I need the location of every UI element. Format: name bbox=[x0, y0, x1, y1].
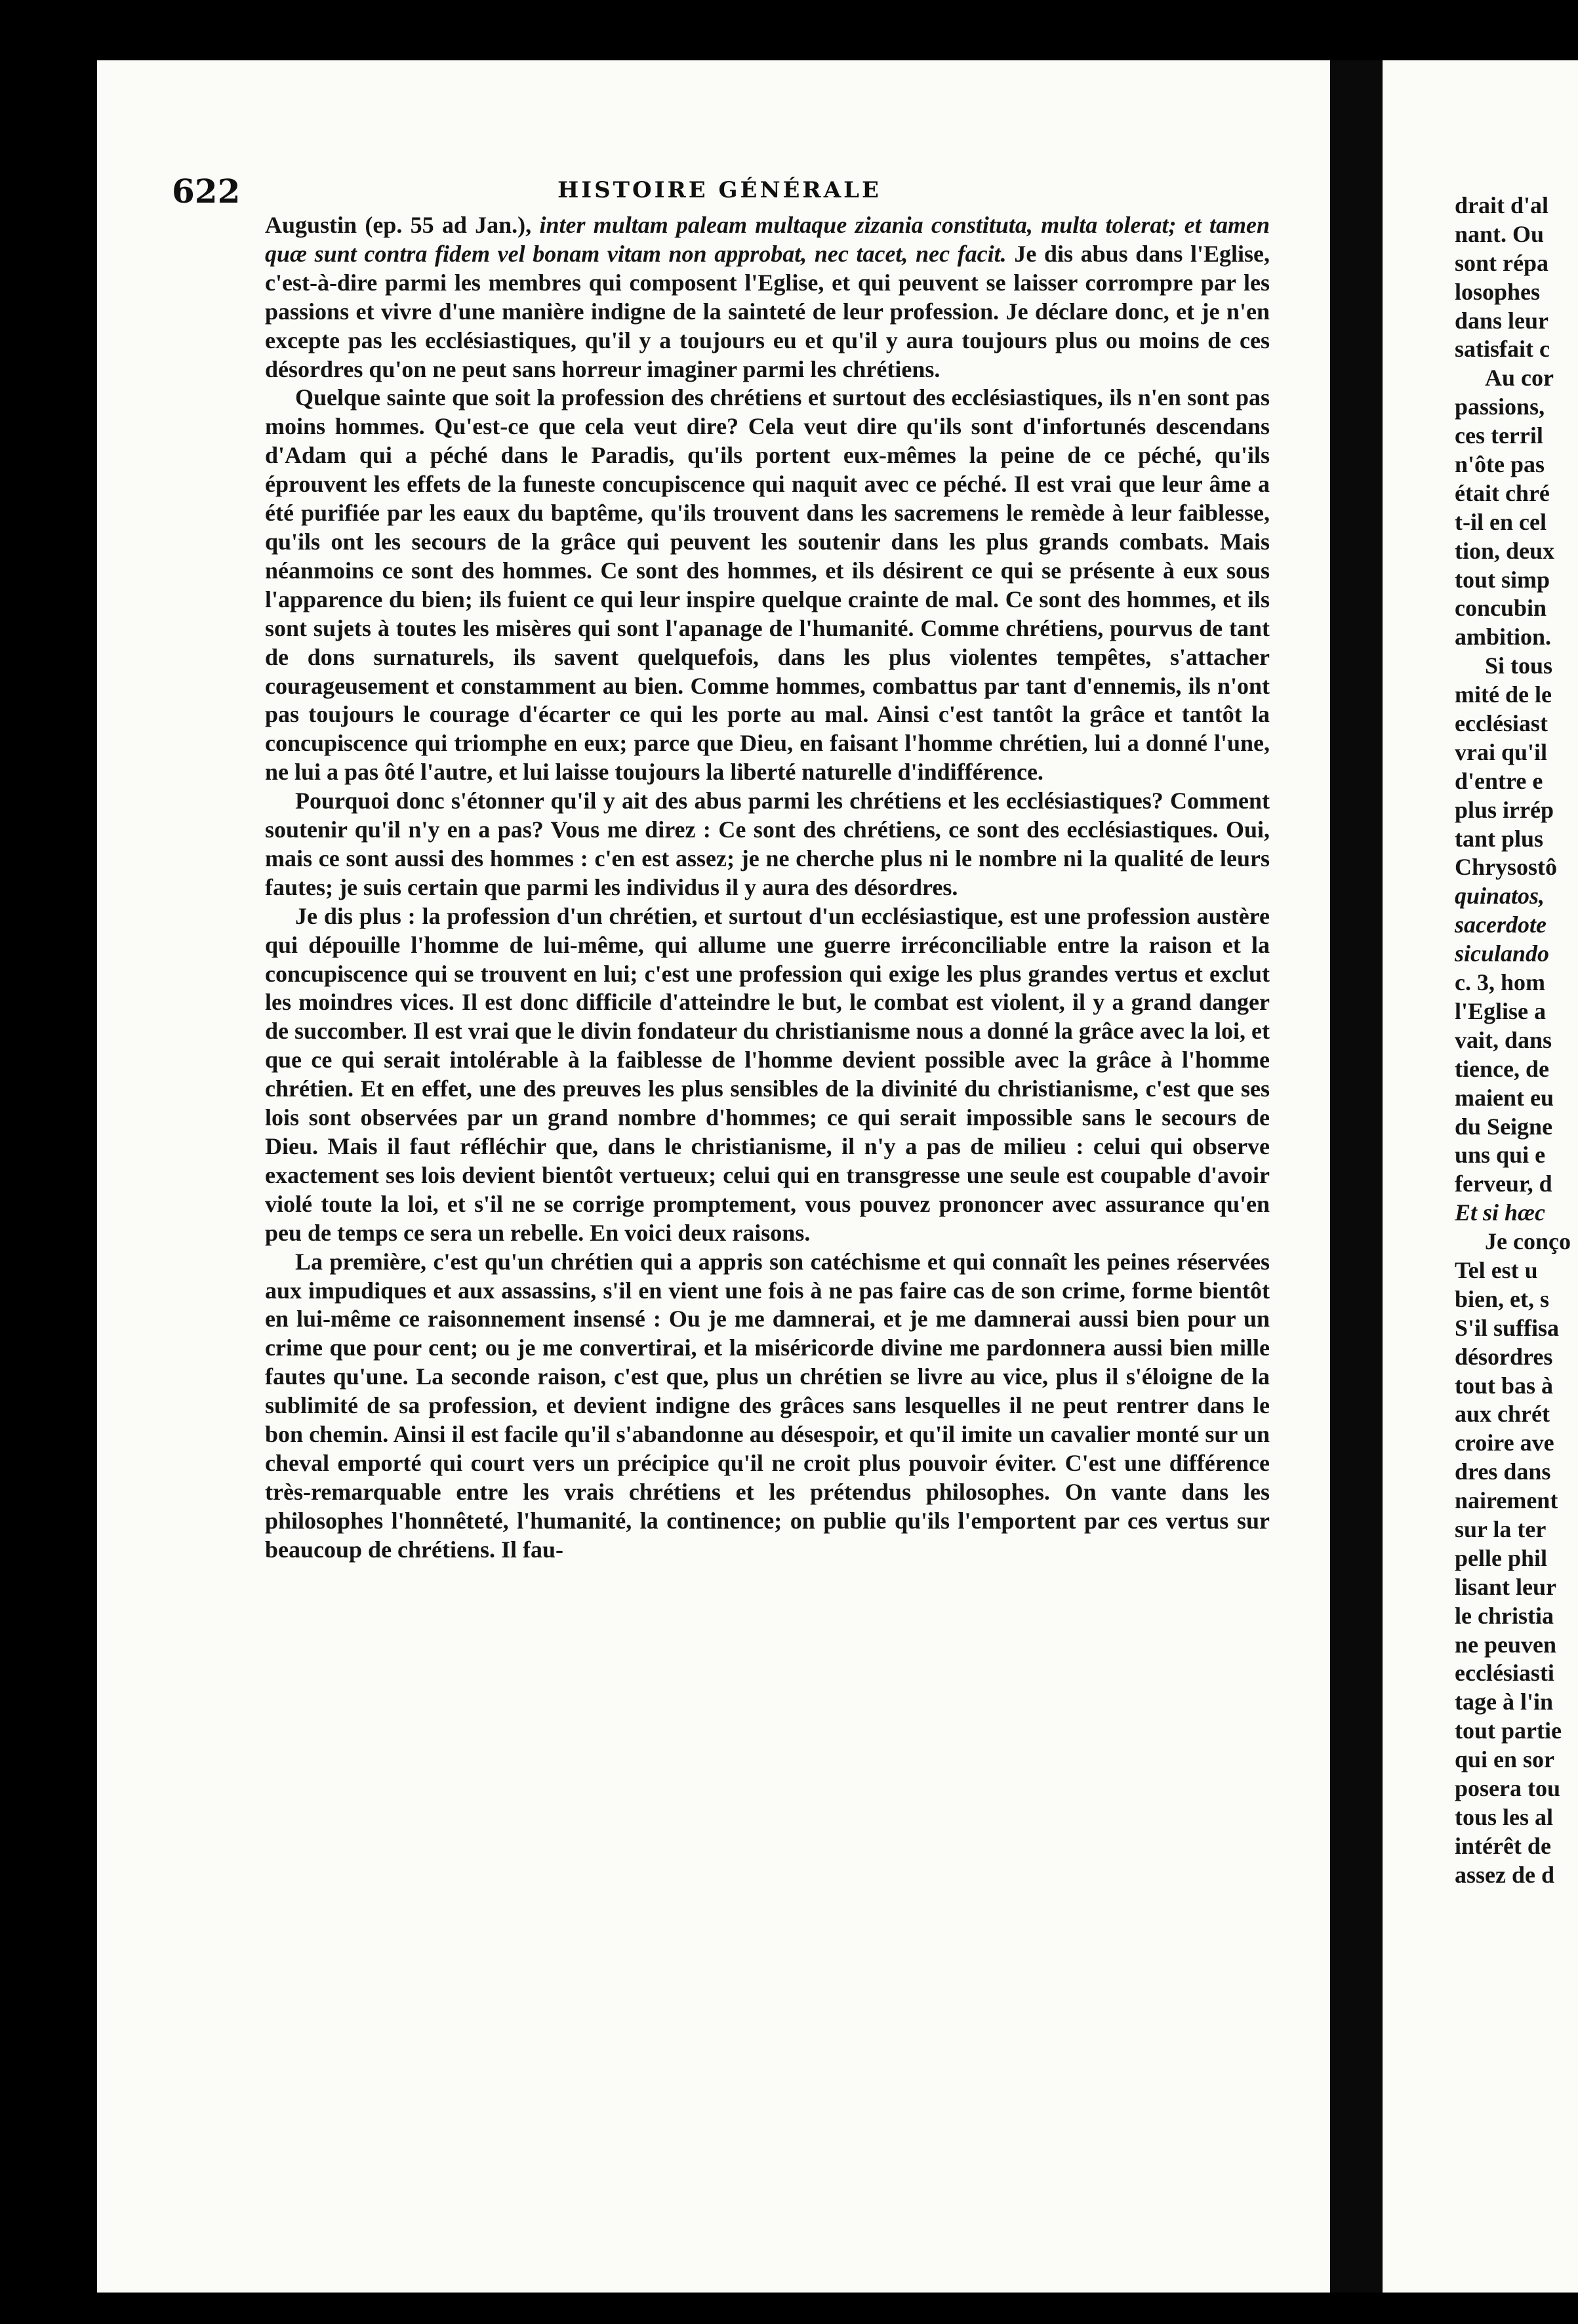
right-page-line: tant plus bbox=[1455, 825, 1544, 852]
right-page-line: n'ôte pas bbox=[1455, 451, 1545, 478]
right-page-line: tous les al bbox=[1455, 1803, 1554, 1830]
paragraph-1-lead: Augustin (ep. 55 ad Jan.), bbox=[265, 212, 540, 238]
right-page-line: losophes bbox=[1455, 278, 1541, 305]
right-page-line: sacerdote bbox=[1455, 912, 1547, 938]
right-page-line: aux chrét bbox=[1455, 1401, 1550, 1428]
right-page-line: sont répa bbox=[1455, 249, 1548, 276]
paragraph-3: Pourquoi donc s'étonner qu'il y ait des abus parmi les chrétiens et les ecclésiastiques? Comment soutenir qu'il n'y en a pas? Vous me direz : Ce sont des chrétiens, ce sont des ecclésiastiques. Oui, mais ce sont aussi des hommes : c'en est assez; je ne cherche plus ni le nombre ni la qualité de leurs fautes; je suis certain que parmi les individus il y aura des désordres. bbox=[265, 788, 1270, 900]
right-page-line: l'Eglise a bbox=[1455, 997, 1547, 1024]
right-page-line: croire ave bbox=[1455, 1430, 1554, 1456]
right-page-line: assez de d bbox=[1455, 1861, 1554, 1888]
right-page-line: dans leur bbox=[1455, 307, 1549, 334]
right-page-line: tion, deux bbox=[1455, 537, 1555, 564]
right-page-line: nant. Ou bbox=[1455, 220, 1545, 247]
right-page-line: siculando bbox=[1455, 940, 1550, 967]
right-page-line: ces terril bbox=[1455, 422, 1543, 449]
right-page-line: intérêt de bbox=[1455, 1832, 1551, 1859]
right-page-line: pelle phil bbox=[1455, 1544, 1548, 1571]
right-page-line: Et si hæc bbox=[1455, 1199, 1546, 1226]
right-page-line: sur la ter bbox=[1455, 1515, 1547, 1542]
right-page-line: ne peuven bbox=[1455, 1631, 1557, 1658]
right-page-line: concubin bbox=[1455, 595, 1547, 622]
right-page-line: désordres bbox=[1455, 1343, 1553, 1370]
right-page-line: était chré bbox=[1455, 479, 1550, 506]
paragraph-5: La première, c'est qu'un chrétien qui a appris son catéchisme et qui connaît les peines réservées aux impudiques et aux assassins, s'il en vient une fois à ne pas faire cas de son crime, forme bientôt en lui-même ce raisonnement insensé : Ou je me damnerai, et je me damnerai aussi bien pour un crime que pour cent; ou je me convertirai, et la miséricorde divine me pardonnera aussi bien mille fautes qu'une. La seconde raison, c'est que, plus un chrétien se livre au vice, plus il s'éloigne de la sublimité de sa profession, et devient indigne des grâces sans lesquelles il ne peut rentrer dans le bon chemin. Ainsi il est facile qu'il s'abandonne au désespoir, et qu'il imite un cavalier monté sur un cheval emporté qui court vers un précipice qu'il ne croit plus pouvoir éviter. C'est une différence très-remarquable entre les vrais chrétiens et les prétendus philosophes. On vante dans les philosophes l'honnêteté, l'humanité, la continence; on publie qu'ils l'emportent par ces vertus sur beaucoup de chrétiens. Il fau- bbox=[265, 1248, 1270, 1563]
paragraph-2: Quelque sainte que soit la profession des chrétiens et surtout des ecclésiastiques, ils n'en sont pas moins hommes. Qu'est-ce que cela veut dire? Cela veut dire qu'ils sont d'infortunés descendans d'Adam qui a péché dans le Paradis, qu'ils portent eux-mêmes la peine de ce péché, qu'ils éprouvent les effets de la funeste concupiscence qui naquit avec ce péché. Il est vrai que leur âme a été purifiée par les eaux du baptême, qu'ils trouvent dans les sacremens le remède à leur faiblesse, qu'ils ont les secours de la grâce qui peuvent les soutenir dans les plus grands combats. Mais néanmoins ce sont des hommes. Ce sont des hommes, et ils désirent ce qui se présente à eux sous l'apparence du bien; ils fuient ce qui leur inspire quelque crainte de mal. Ce sont des hommes, et ils sont sujets à toutes les misères qui sont l'apanage de l'humanité. Comme chrétiens, pourvus de tant de dons surnaturels, ils savent quelquefois, dans les plus violentes tempêtes, s'attacher courageusement et constamment au bien. Comme hommes, combattus par tant d'ennemis, ils n'ont pas toujours le courage d'écarter ce qui les porte au mal. Ainsi c'est tantôt la grâce et tantôt la concupiscence qui triomphe en eux; parce que Dieu, en faisant l'homme chrétien, lui a donné l'une, ne lui a pas ôté l'autre, et lui laisse toujours la liberté naturelle d'indifférence. bbox=[265, 384, 1270, 786]
right-page-line: bien, et, s bbox=[1455, 1285, 1549, 1312]
right-page-line: lisant leur bbox=[1455, 1573, 1557, 1600]
right-page-line: t-il en cel bbox=[1455, 508, 1547, 535]
right-page-line: ferveur, d bbox=[1455, 1171, 1552, 1197]
right-page-line: vrai qu'il bbox=[1455, 738, 1548, 765]
right-page-line: posera tou bbox=[1455, 1774, 1560, 1801]
right-page-line: d'entre e bbox=[1455, 767, 1543, 794]
right-page-line: nairement bbox=[1455, 1487, 1558, 1514]
right-page-line: tience, de bbox=[1455, 1055, 1549, 1082]
paragraph-1 bbox=[265, 211, 1270, 384]
right-page-column bbox=[1455, 191, 1578, 1890]
right-page-line: qui en sor bbox=[1455, 1746, 1555, 1773]
right-page-line: Au cor bbox=[1485, 365, 1554, 391]
paragraph-1-rest: Je dis abus dans l'Eglise, c'est-à-dire parmi les membres qui composent l'Eglise, et qui peuvent se laisser corrompre par les passions et vivre d'une manière indigne de la sainteté de leur profession. Je déclare donc, et je n'en excepte pas les ecclésiastiques, qu'il y a toujours eu et qu'il y aura toujours plus ou moins de ces désordres qu'on ne peut sans horreur imaginer parmi les chrétiens. bbox=[265, 240, 1270, 382]
right-page-line: S'il suffisa bbox=[1455, 1314, 1560, 1341]
book-gutter bbox=[1330, 60, 1383, 2293]
right-page-line: Tel est u bbox=[1455, 1256, 1538, 1283]
right-page-line: c. 3, hom bbox=[1455, 969, 1545, 996]
right-page-line: passions, bbox=[1455, 393, 1545, 420]
paragraph-4: Je dis plus : la profession d'un chrétien, et surtout d'un ecclésiastique, est une profession austère qui dépouille l'homme de lui-même, qui allume une guerre irréconciliable entre la raison et la concupiscence qui se trouvent en lui; c'est une profession qui exige les plus grandes vertus et exclut les moindres vices. Il est donc difficile d'atteindre le but, le combat est violent, il y a grand danger de succomber. Il est vrai que le divin fondateur du christianisme nous a donné la grâce avec la loi, et que ce qui serait intolérable à la faiblesse de l'homme devient possible avec la grâce à l'homme chrétien. Et en effet, une des preuves les plus sensibles de la divinité du christianisme, c'est que ses lois sont observées par un grand nombre d'hommes; ce qui serait impossible sans le secours de Dieu. Mais il faut réfléchir que, dans le christianisme, il n'y a pas de milieu : celui qui observe exactement ses lois devient bientôt vertueux; celui qui en transgresse une seule est coupable d'avoir violé toute la loi, et s'il ne se corrige promptement, vous pouvez prononcer avec assurance qu'en peu de temps ce sera un rebelle. En voici deux raisons. bbox=[265, 902, 1270, 1246]
right-page-line: dres dans bbox=[1455, 1458, 1551, 1485]
right-page-line: Si tous bbox=[1485, 652, 1553, 679]
page-number: 622 bbox=[172, 172, 241, 210]
right-page-line: satisfait c bbox=[1455, 336, 1550, 363]
right-page-line: Je conço bbox=[1485, 1228, 1571, 1255]
right-page-line: le christia bbox=[1455, 1602, 1554, 1629]
right-page-line: maient eu bbox=[1455, 1084, 1554, 1111]
running-title: HISTOIRE GÉNÉRALE bbox=[557, 177, 881, 203]
page-header bbox=[172, 172, 1267, 209]
right-page-line: tage à l'in bbox=[1455, 1689, 1553, 1715]
right-page-line: plus irrép bbox=[1455, 796, 1554, 823]
right-page-line: ecclésiast bbox=[1455, 710, 1548, 737]
right-page-line: mité de le bbox=[1455, 681, 1552, 708]
right-page-line: ambition. bbox=[1455, 624, 1552, 651]
right-page-line: Chrysostô bbox=[1455, 854, 1558, 881]
right-page-line: ecclésiasti bbox=[1455, 1660, 1554, 1687]
right-page-line: tout partie bbox=[1455, 1717, 1562, 1744]
right-page-line: tout bas à bbox=[1455, 1372, 1554, 1399]
latin-quotation: inter multam paleam multaque zizania constituta, multa tolerat; et tamen quæ sunt contra fidem vel bonam vitam non approbat, nec tacet, nec facit. bbox=[265, 212, 1270, 267]
right-page-line: tout simp bbox=[1455, 566, 1550, 593]
right-page-line: quinatos, bbox=[1455, 883, 1545, 910]
right-page-line: uns qui e bbox=[1455, 1142, 1546, 1169]
right-page-line: du Seigne bbox=[1455, 1113, 1553, 1140]
right-page-line: drait d'al bbox=[1455, 192, 1549, 218]
right-page-line: vait, dans bbox=[1455, 1026, 1552, 1053]
left-page-body bbox=[265, 211, 1270, 1565]
